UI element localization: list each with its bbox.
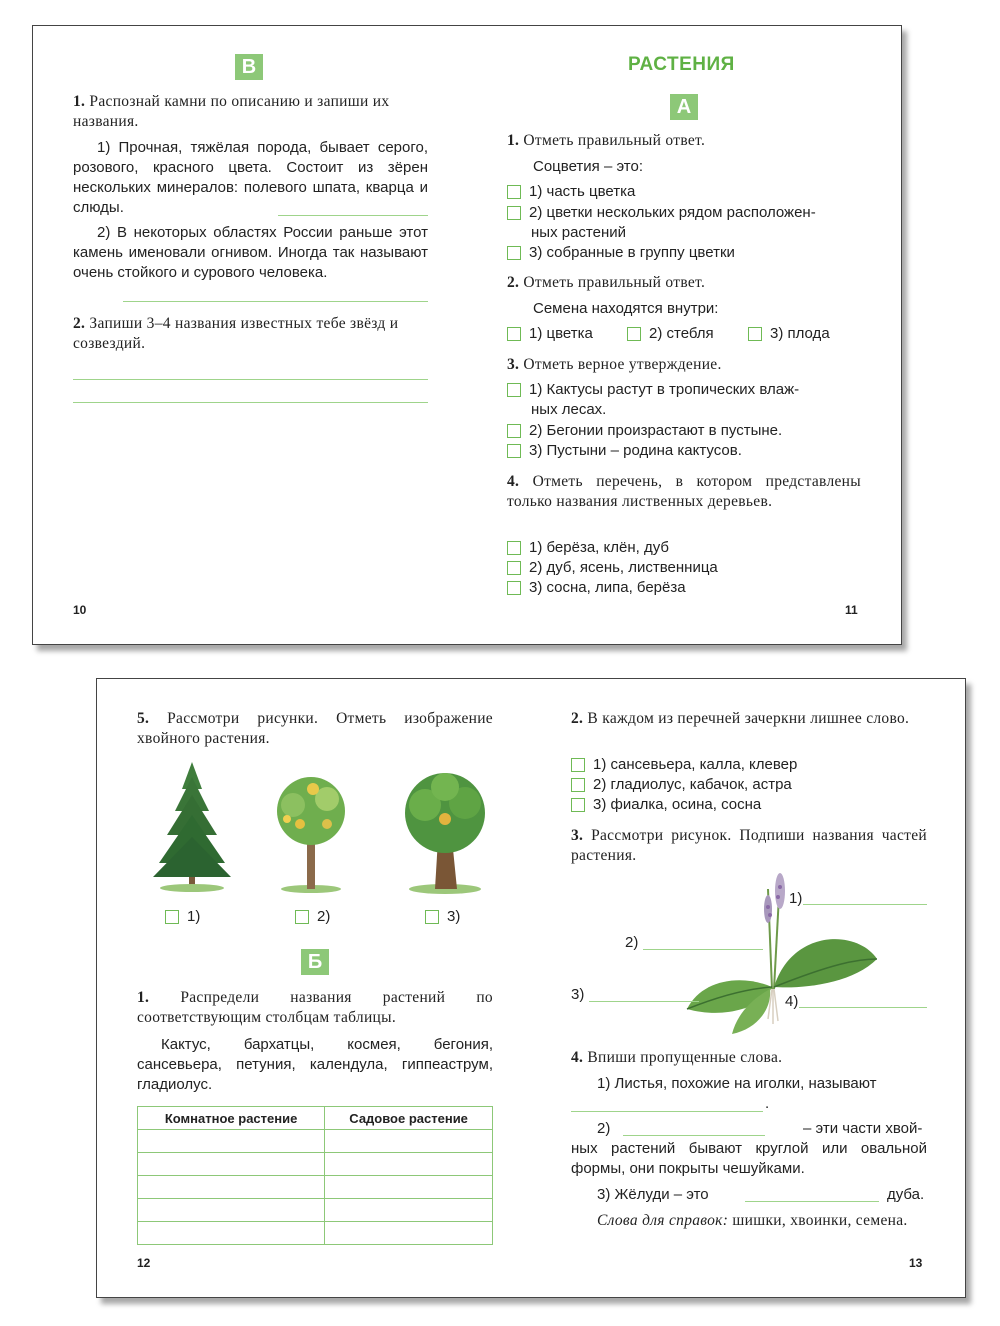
option-row[interactable] bbox=[507, 324, 593, 344]
q-number: 2. bbox=[507, 274, 520, 291]
option-label: 3) плода bbox=[770, 325, 830, 342]
q4-item-3-end: дуба. bbox=[887, 1186, 925, 1203]
checkbox[interactable] bbox=[507, 206, 521, 220]
option-row[interactable] bbox=[571, 775, 792, 795]
answer-line[interactable] bbox=[571, 1111, 763, 1112]
checkbox[interactable] bbox=[165, 910, 179, 924]
q-number: 3. bbox=[571, 827, 584, 844]
option-label: 2) стебля bbox=[649, 325, 714, 342]
label-1: 1) bbox=[789, 890, 803, 907]
answer-line[interactable] bbox=[589, 1001, 699, 1002]
option-row[interactable] bbox=[748, 324, 830, 344]
q4-item-2-num: 2) bbox=[597, 1120, 611, 1137]
checkbox[interactable] bbox=[571, 778, 585, 792]
option-label: 1) Кактусы растут в тропических влаж- bbox=[529, 381, 800, 398]
period: . bbox=[765, 1095, 770, 1112]
p10-question-2 bbox=[73, 314, 428, 354]
q-text: Запиши 3–4 названия известных тебе звёзд и созвездий. bbox=[73, 315, 399, 352]
q4-item-2-text: – эти части хвой- bbox=[803, 1120, 923, 1137]
answer-line[interactable] bbox=[123, 301, 428, 302]
q-number: 4. bbox=[507, 473, 520, 490]
label-4: 4) bbox=[785, 993, 799, 1010]
table-cell[interactable] bbox=[325, 1199, 493, 1222]
answer-line[interactable] bbox=[278, 215, 428, 216]
q-text: Отметь верное утверждение. bbox=[523, 356, 722, 373]
section-badge-v: В bbox=[235, 54, 263, 80]
option-label: 3) сосна, липа, берёза bbox=[529, 579, 686, 596]
checkbox[interactable] bbox=[507, 541, 521, 555]
q-number: 1. bbox=[137, 989, 150, 1006]
option-label: 1) берёза, клён, дуб bbox=[529, 539, 669, 556]
answer-line[interactable] bbox=[73, 402, 428, 403]
p13-question-3 bbox=[571, 826, 927, 866]
checkbox[interactable] bbox=[425, 910, 439, 924]
option-label: 3) bbox=[447, 908, 461, 925]
option-label-cont: ных растений bbox=[531, 224, 627, 241]
p10-q1-item-1: 1) Прочная, тяжёлая порода, бывает серого, розового, красного цвета. Состоит из зёрен нескольких минералов: полевого шпата, кварца и слюды. bbox=[73, 139, 428, 216]
p11-question-3 bbox=[507, 355, 867, 375]
option-label: 1) часть цветка bbox=[529, 183, 636, 200]
q4-item-1: 1) Листья, похожие на иголки, называют bbox=[597, 1075, 877, 1092]
checkbox[interactable] bbox=[507, 561, 521, 575]
page-number: 10 bbox=[73, 603, 87, 617]
option-label: 2) дуб, ясень, лиственница bbox=[529, 559, 718, 576]
q-text: Рассмотри рисунок. Подпиши названия частей растения. bbox=[571, 827, 927, 864]
option-label: 2) гладиолус, кабачок, астра bbox=[593, 776, 792, 793]
option-row[interactable] bbox=[507, 203, 816, 223]
table-row bbox=[138, 1130, 493, 1153]
page-number: 13 bbox=[909, 1256, 923, 1270]
option-label: 1) bbox=[187, 908, 201, 925]
q-number: 1. bbox=[73, 93, 86, 110]
spread-pages-10-11 bbox=[32, 25, 902, 645]
p11-question-1 bbox=[507, 131, 867, 151]
label-2: 2) bbox=[625, 934, 639, 951]
p12-question-1 bbox=[137, 988, 493, 1028]
answer-line[interactable] bbox=[73, 379, 428, 380]
table-header: Комнатное растение bbox=[138, 1107, 325, 1130]
option-row[interactable] bbox=[507, 578, 686, 598]
spruce-tree-illustration bbox=[147, 759, 237, 894]
q-number: 2. bbox=[73, 315, 86, 332]
answer-line[interactable] bbox=[745, 1201, 879, 1202]
q-text: Отметь правильный ответ. bbox=[523, 132, 706, 149]
option-label: 2) bbox=[317, 908, 331, 925]
option-row[interactable] bbox=[627, 324, 714, 344]
plantain-plant-illustration bbox=[682, 869, 882, 1034]
p10-question-1 bbox=[73, 92, 428, 132]
p12-question-5 bbox=[137, 709, 493, 749]
option-row[interactable] bbox=[571, 755, 797, 775]
section-title: РАСТЕНИЯ bbox=[628, 54, 735, 75]
option-label: 1) цветка bbox=[529, 325, 593, 342]
option-label: 2) Бегонии произрастают в пустыне. bbox=[529, 422, 783, 439]
answer-line[interactable] bbox=[799, 1007, 927, 1008]
option-row[interactable] bbox=[507, 538, 669, 558]
section-badge-a: А bbox=[670, 94, 698, 120]
p13-question-4 bbox=[571, 1048, 927, 1068]
spread-pages-12-13 bbox=[96, 678, 966, 1298]
option-tree-2[interactable] bbox=[295, 907, 330, 927]
hint-list: шишки, хвоинки, семена. bbox=[732, 1212, 908, 1229]
checkbox[interactable] bbox=[507, 185, 521, 199]
p11-question-2 bbox=[507, 273, 867, 293]
section-badge-b: Б bbox=[301, 949, 329, 975]
table-row bbox=[138, 1153, 493, 1176]
q-text: Распознай камни по описанию и запиши их названия. bbox=[73, 93, 390, 130]
hint-label: Слова для справок: bbox=[597, 1212, 729, 1229]
table-cell[interactable] bbox=[138, 1176, 325, 1199]
table-cell[interactable] bbox=[138, 1153, 325, 1176]
q4-item-2-cont: ных растений бывают круглой или овальной формы, они покрыты чешуйками. bbox=[571, 1140, 927, 1177]
sort-table bbox=[137, 1106, 493, 1245]
option-label: 2) цветки нескольких рядом расположен- bbox=[529, 204, 816, 221]
option-tree-3[interactable] bbox=[425, 907, 460, 927]
option-label: 3) Пустыни – родина кактусов. bbox=[529, 442, 742, 459]
option-row[interactable] bbox=[507, 558, 718, 578]
table-cell[interactable] bbox=[325, 1153, 493, 1176]
oak-tree-illustration bbox=[395, 767, 495, 895]
table-cell[interactable] bbox=[325, 1176, 493, 1199]
page-number: 11 bbox=[845, 603, 858, 617]
answer-line[interactable] bbox=[643, 949, 763, 950]
checkbox[interactable] bbox=[748, 327, 762, 341]
label-3: 3) bbox=[571, 986, 585, 1003]
q-text: Распредели названия растений по соответствующим столбцам таблицы. bbox=[137, 989, 493, 1026]
table-cell[interactable] bbox=[325, 1222, 493, 1245]
deciduous-tree-illustration bbox=[265, 769, 357, 894]
checkbox[interactable] bbox=[571, 798, 585, 812]
p10-q1-item-2: 2) В некоторых областях России раньше этот камень именовали огнивом. Иногда так называют очень стойкого и сурового человека. bbox=[73, 224, 428, 281]
page-number: 12 bbox=[137, 1256, 151, 1270]
q-number: 3. bbox=[507, 356, 520, 373]
option-label-cont: ных лесах. bbox=[531, 401, 607, 418]
table-row bbox=[138, 1222, 493, 1245]
table-cell[interactable] bbox=[138, 1222, 325, 1245]
q-number: 1. bbox=[507, 132, 520, 149]
option-row[interactable] bbox=[507, 441, 742, 461]
table-header: Садовое растение bbox=[325, 1107, 493, 1130]
hint-words bbox=[571, 1211, 927, 1231]
checkbox[interactable] bbox=[295, 910, 309, 924]
checkbox[interactable] bbox=[507, 444, 521, 458]
option-row[interactable] bbox=[507, 243, 735, 263]
q-number: 4. bbox=[571, 1049, 584, 1066]
option-row[interactable] bbox=[507, 421, 782, 441]
checkbox[interactable] bbox=[507, 424, 521, 438]
q-subtitle: Семена находятся внутри: bbox=[533, 300, 719, 317]
p13-question-2 bbox=[571, 709, 927, 729]
table-cell[interactable] bbox=[138, 1199, 325, 1222]
checkbox[interactable] bbox=[507, 327, 521, 341]
option-label: 3) фиалка, осина, сосна bbox=[593, 796, 762, 813]
table-row bbox=[138, 1199, 493, 1222]
q-number: 2. bbox=[571, 710, 584, 727]
table-cell[interactable] bbox=[325, 1130, 493, 1153]
checkbox[interactable] bbox=[507, 581, 521, 595]
option-tree-1[interactable] bbox=[165, 907, 200, 927]
q-text: Рассмотри рисунки. Отметь изображение хвойного растения. bbox=[137, 710, 493, 747]
checkbox[interactable] bbox=[627, 327, 641, 341]
checkbox[interactable] bbox=[507, 246, 521, 260]
option-label: 1) сансевьера, калла, клевер bbox=[593, 756, 798, 773]
option-row[interactable] bbox=[507, 380, 799, 400]
q-text: Отметь перечень, в котором представлены только названия лиственных деревьев. bbox=[507, 473, 861, 510]
p11-question-4 bbox=[507, 472, 861, 512]
table-cell[interactable] bbox=[138, 1130, 325, 1153]
plant-list: Кактус, бархатцы, космея, бегония, сансевьера, петуния, календула, гиппеаструм, гладиолус. bbox=[137, 1036, 493, 1093]
q4-item-3-text: 3) Жёлуди – это bbox=[597, 1186, 709, 1203]
option-row[interactable] bbox=[571, 795, 761, 815]
checkbox[interactable] bbox=[571, 758, 585, 772]
checkbox[interactable] bbox=[507, 383, 521, 397]
q-subtitle: Соцветия – это: bbox=[533, 158, 643, 175]
option-label: 3) собранные в группу цветки bbox=[529, 244, 735, 261]
answer-line[interactable] bbox=[623, 1135, 765, 1136]
option-row[interactable] bbox=[507, 182, 635, 202]
table-row bbox=[138, 1176, 493, 1199]
answer-line[interactable] bbox=[803, 904, 927, 905]
q-text: Отметь правильный ответ. bbox=[523, 274, 706, 291]
q-text: В каждом из перечней зачеркни лишнее слово. bbox=[587, 710, 910, 727]
q-text: Впиши пропущенные слова. bbox=[587, 1049, 783, 1066]
q-number: 5. bbox=[137, 710, 150, 727]
